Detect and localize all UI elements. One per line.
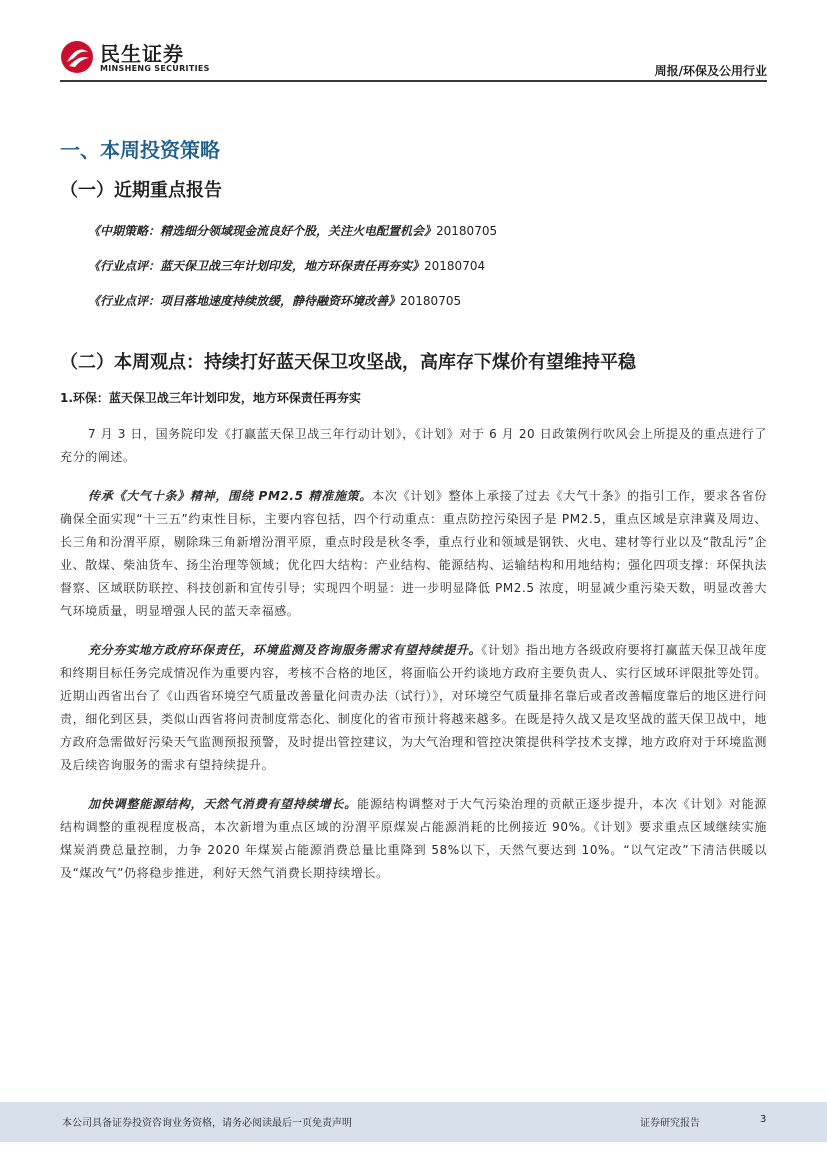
paragraph-text: 本次《计划》整体上承接了过去《大气十条》的指引工作，要求各省份确保全面实现“十三五”约束性目标，主要内容包括，四个行动重点：重点防控污染因子是 PM2.5，重点区域是京津冀及周边、长三角和汾渭平原，剔除珠三角新增汾渭平原，重点时段是秋冬季，重点行业和领域是钢铁、火电、建材等行业以及“散乱污”企业、散煤、柴油货车、扬尘治理等领域；优化四大结构：产业结构、能源结构、运输结构和用地结构；强化四项支撑：环保执法督察、区域联防联控、科技创新和宣传引导；实现四个明显：进一步明显降低 PM2.5 浓度，明显减少重污染天数，明显改善大气环境质量，明显增强人民的蓝天幸福感。	[60, 489, 767, 618]
page-number: 3	[760, 1114, 767, 1125]
paragraph-text: 能源结构调整对于大气污染治理的贡献正逐步提升，本次《计划》对能源结构调整的重视程度极高，本次新增为重点区域的汾渭平原煤炭占能源消耗的比例接近 90%。《计划》要求重点区域继续实施煤炭消费总量控制，力争 2020 年煤炭占能源消费总量比重降到 58%以下，天然气要达到 10%。“以气定改”下清洁供暖以及“煤改气”仍将稳步推进，利好天然气消费长期持续增长。	[60, 797, 767, 880]
report-body	[60, 132, 767, 901]
page-footer	[0, 1102, 827, 1142]
paragraph-lead: 传承《大气十条》精神，围绕 PM2.5 精准施策。	[88, 489, 373, 503]
footer-label: 证券研究报告	[640, 1118, 700, 1129]
paragraph-lead: 加快调整能源结构，天然气消费有望持续增长。	[88, 797, 358, 811]
logo-english-name: MINSHENG SECURITIES	[100, 64, 210, 73]
subsection-title-weekly-view: （二）本周观点：持续打好蓝天保卫攻坚战，高库存下煤价有望维持平稳	[60, 352, 636, 373]
minsheng-logo-icon	[60, 40, 94, 74]
header-divider	[60, 80, 767, 82]
report-item[interactable]	[88, 284, 767, 319]
report-item[interactable]	[88, 249, 767, 284]
body-paragraph	[60, 485, 767, 623]
report-date: 20180704	[424, 259, 486, 273]
paragraph-lead: 充分夯实地方政府环保责任，环境监测及咨询服务需求有望持续提升。	[88, 643, 482, 657]
body-paragraph	[60, 793, 767, 885]
page-header	[0, 0, 827, 82]
section-title: 一、本周投资策略	[60, 138, 220, 162]
report-title: 《行业点评：项目落地速度持续放缓，静待融资环境改善》	[88, 294, 401, 308]
report-title: 《中期策略：精选细分领域现金流良好个股，关注火电配置机会》	[88, 224, 437, 238]
body-paragraph	[60, 423, 767, 469]
subsection-title-recent-reports: （一）近期重点报告	[60, 180, 222, 201]
report-date: 20180705	[436, 224, 498, 238]
report-item[interactable]	[88, 214, 767, 249]
report-date: 20180705	[400, 294, 462, 308]
body-paragraph	[60, 639, 767, 777]
company-logo	[60, 38, 230, 78]
logo-chinese-name: 民生证券	[100, 42, 184, 66]
report-type-label: 周报/环保及公用行业	[654, 64, 767, 78]
paragraph-text: 《计划》指出地方各级政府要将打赢蓝天保卫战年度和终期目标任务完成情况作为重要内容，考核不合格的地区，将面临公开约谈地方政府主要负责人、实行区域环评限批等处罚。近期山西省出台了《山西省环境空气质量改善量化问责办法（试行）》，对环境空气质量排名靠后或者改善幅度靠后的地区进行问责，细化到区县，类似山西省将问责制度常态化、制度化的省市预计将越来越多。在既是持久战又是攻坚战的蓝天保卫战中，地方政府急需做好污染天气监测预报预警，及时提出管控建议，为大气治理和管控决策提供科学技术支撑，地方政府对于环境监测及后续咨询服务的需求有望持续提升。	[60, 643, 767, 772]
topic-title: 1.环保：蓝天保卫战三年计划印发，地方环保责任再夯实	[60, 391, 361, 405]
footer-disclaimer: 本公司具备证券投资咨询业务资格，请务必阅读最后一页免责声明	[62, 1118, 352, 1129]
report-title: 《行业点评：蓝天保卫战三年计划印发，地方环保责任再夯实》	[88, 259, 425, 273]
paragraph-text: 7 月 3 日，国务院印发《打赢蓝天保卫战三年行动计划》，《计划》对于 6 月 20 日政策例行吹风会上所提及的重点进行了充分的阐述。	[60, 427, 767, 464]
